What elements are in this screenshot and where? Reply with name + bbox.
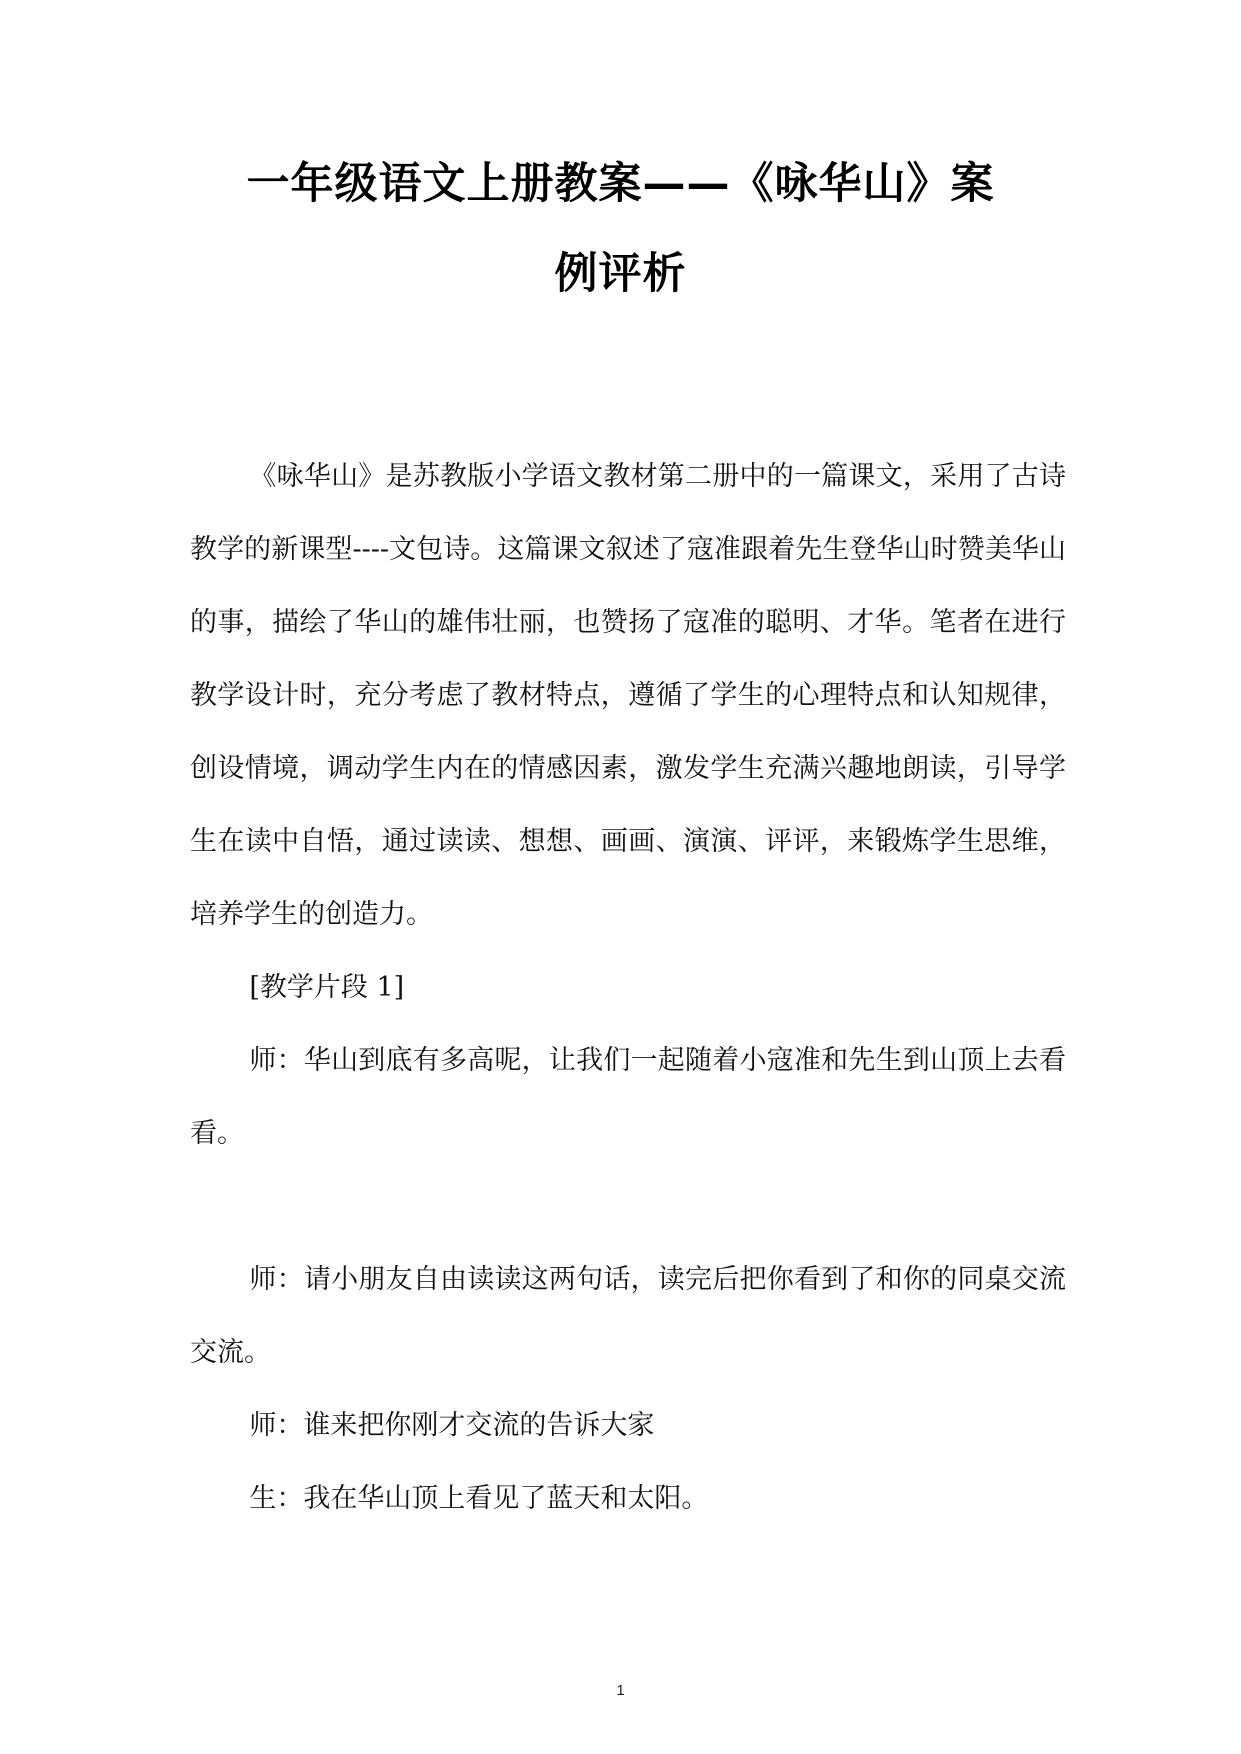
dialogue-paragraph: 生：我在华山顶上看见了蓝天和太阳。	[249, 1483, 709, 1514]
page-number: 1	[616, 1682, 625, 1699]
document-title-line-1: 一年级语文上册教案——《咏华山》案	[246, 159, 995, 209]
section-heading: [教学片段 1]	[249, 972, 405, 1003]
dialogue-paragraph: 师：华山到底有多高呢，让我们一起随着小寇准和先生到山顶上去看看。	[190, 1045, 1066, 1149]
blank-line	[190, 1170, 1066, 1243]
intro-paragraph: 《咏华山》是苏教版小学语文教材第二册中的一篇课文，采用了古诗教学的新课型----文包诗。这篇课文叙述了寇准跟着先生登华山时赞美华山的事，描绘了华山的雄伟壮丽，也赞扬了寇准的聪明、才华。笔者在进行教学设计时，充分考虑了教材特点，遵循了学生的心理特点和认知规律，创设情境，调动学生内在的情感因素，激发学生充满兴趣地朗读，引导学生在读中自悟，通过读读、想想、画画、演演、评评，来锻炼学生思维，培养学生的创造力。	[190, 461, 1066, 930]
dialogue-paragraph: 师：谁来把你刚才交流的告诉大家	[249, 1410, 655, 1441]
dialogue-paragraph: 师：请小朋友自由读读这两句话，读完后把你看到了和你的同桌交流交流。	[190, 1264, 1066, 1368]
document-body	[190, 440, 1066, 1535]
document-title-line-2: 例评析	[554, 249, 687, 299]
